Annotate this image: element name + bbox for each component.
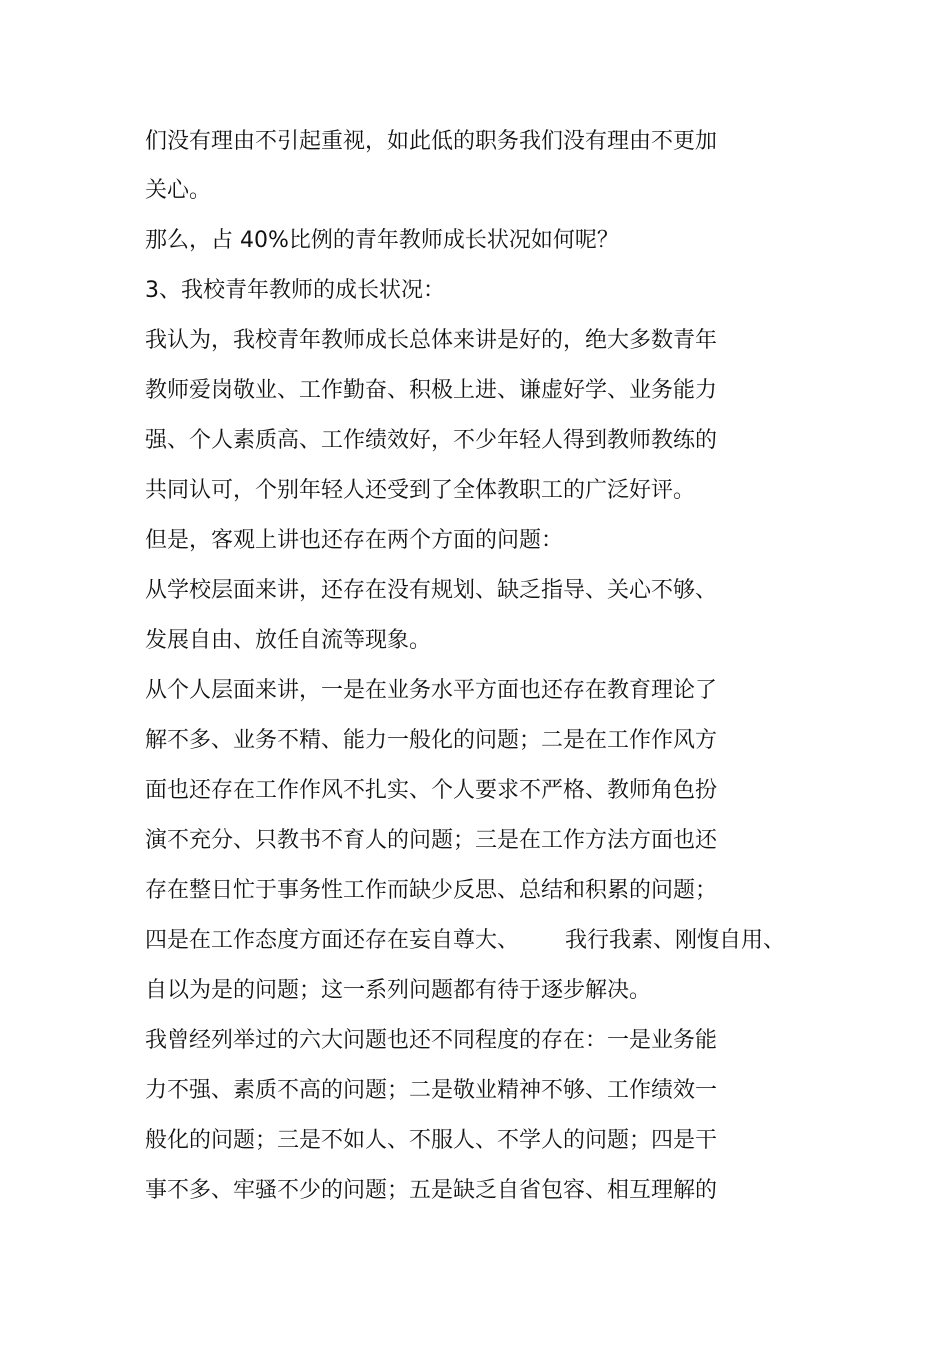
text-line-17-part-2: 我行我素、刚愎自用、 — [565, 928, 786, 953]
text-line-22: 事不多、牢骚不少的问题；五是缺乏自省包容、相互理解的 — [145, 1178, 718, 1203]
text-line-8: 共同认可，个别年轻人还受到了全体教职工的广泛好评。 — [145, 478, 696, 503]
text-line-18: 自以为是的问题；这一系列问题都有待于逐步解决。 — [145, 978, 652, 1003]
text-line-2: 关心。 — [145, 178, 212, 203]
text-line-7: 强、个人素质高、工作绩效好，不少年轻人得到教师教练的 — [145, 428, 718, 453]
text-line-12: 从个人层面来讲，一是在业务水平方面也还存在教育理论了 — [145, 678, 718, 703]
text-line-15: 演不充分、只教书不育人的问题；三是在工作方法方面也还 — [145, 828, 718, 853]
section-heading: 3、我校青年教师的成长状况： — [145, 278, 445, 303]
text-line-14: 面也还存在工作作风不扎实、个人要求不严格、教师角色扮 — [145, 778, 718, 803]
text-line-19: 我曾经列举过的六大问题也还不同程度的存在：一是业务能 — [145, 1028, 718, 1053]
text-line-11: 发展自由、放任自流等现象。 — [145, 628, 432, 653]
text-line-21: 般化的问题；三是不如人、不服人、不学人的问题；四是干 — [145, 1128, 718, 1153]
text-line-9: 但是，客观上讲也还存在两个方面的问题： — [145, 528, 564, 553]
text-line-17 — [145, 926, 785, 956]
text-line-17-part-1: 四是在工作态度方面还存在妄自尊大、 — [145, 928, 520, 953]
text-line-3: 那么，占 40%比例的青年教师成长状况如何呢？ — [145, 228, 619, 253]
text-line-1: 们没有理由不引起重视，如此低的职务我们没有理由不更加 — [145, 129, 718, 154]
text-line-5: 我认为，我校青年教师成长总体来讲是好的，绝大多数青年 — [145, 328, 718, 353]
text-line-10: 从学校层面来讲，还存在没有规划、缺乏指导、关心不够、 — [145, 578, 718, 603]
text-line-16: 存在整日忙于事务性工作而缺少反思、总结和积累的问题； — [145, 878, 718, 903]
text-line-20: 力不强、素质不高的问题；二是敬业精神不够、工作绩效一 — [145, 1078, 718, 1103]
text-line-13: 解不多、业务不精、能力一般化的问题；二是在工作作风方 — [145, 728, 718, 753]
text-line-6: 教师爱岗敬业、工作勤奋、积极上进、谦虚好学、业务能力 — [145, 378, 718, 403]
